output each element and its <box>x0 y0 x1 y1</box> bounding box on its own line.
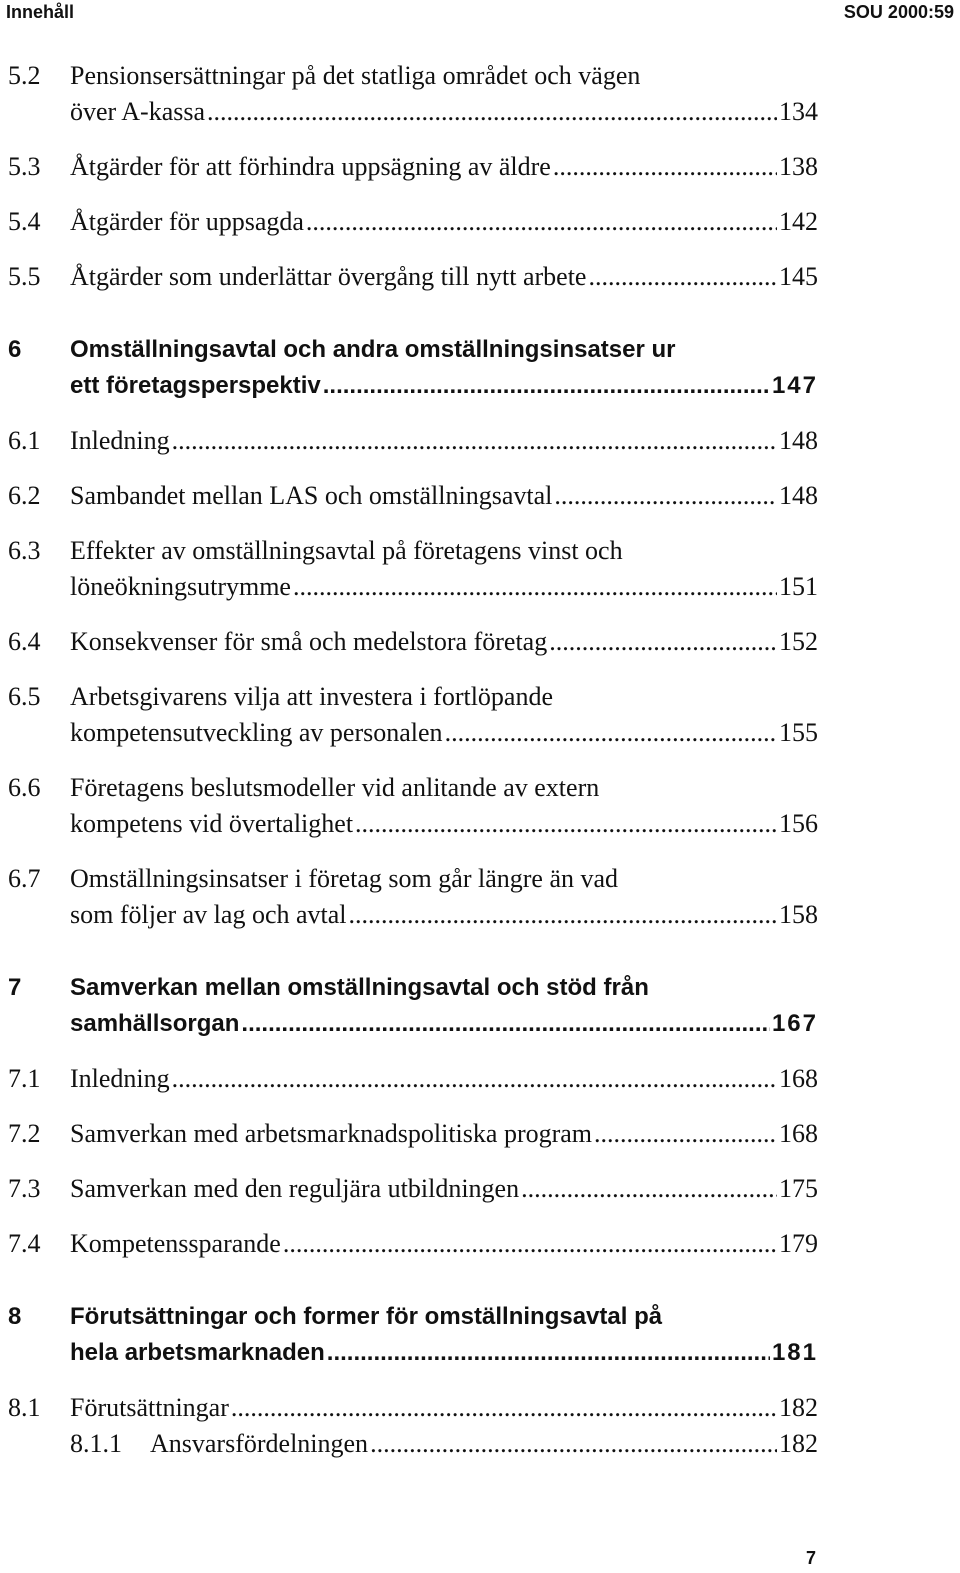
toc-leader-line <box>70 806 818 842</box>
toc-section-entry[interactable] <box>0 679 960 751</box>
toc-entry-title: Omställningsinsatser i företag som går längre än vad <box>70 864 619 893</box>
dot-leader <box>323 368 770 404</box>
toc-entry-number: 6.3 <box>8 536 41 565</box>
toc-page-number: 182 <box>777 1426 818 1462</box>
dot-leader <box>231 1390 777 1426</box>
entry-spacer <box>0 404 960 423</box>
toc-page-number: 152 <box>777 624 818 660</box>
toc-section-entry[interactable] <box>0 1116 960 1152</box>
toc-page-number: 142 <box>777 204 818 240</box>
toc-entry-line <box>0 806 960 842</box>
toc-section-entry[interactable] <box>0 533 960 605</box>
toc-entry-title: Kompetenssparande <box>70 1226 283 1262</box>
toc-entry-line <box>0 715 960 751</box>
toc-entry-line <box>0 94 960 130</box>
toc-entry-title: Arbetsgivarens vilja att investera i fortlöpande <box>70 682 554 711</box>
toc-entry-title: Samverkan med arbetsmarknadspolitiska program <box>70 1116 594 1152</box>
toc-leader-line <box>70 1226 818 1262</box>
toc-section-entry[interactable] <box>0 1061 960 1097</box>
dot-leader <box>521 1171 777 1207</box>
toc-section-entry[interactable] <box>0 1426 960 1462</box>
toc-entry-title: Sambandet mellan LAS och omställningsavtal <box>70 478 554 514</box>
toc-entry-title: kompetensutveckling av personalen <box>70 715 445 751</box>
entry-spacer <box>0 842 960 861</box>
toc-entry-title: som följer av lag och avtal <box>70 897 349 933</box>
toc-entry-number: 6.1 <box>8 426 41 455</box>
toc-entry-number: 5.5 <box>8 262 41 291</box>
toc-section-entry[interactable] <box>0 1171 960 1207</box>
toc-page-number: 134 <box>777 94 818 130</box>
entry-spacer <box>0 295 960 332</box>
toc-page-number: 155 <box>777 715 818 751</box>
toc-entry-line <box>0 770 960 806</box>
toc-page-number: 168 <box>777 1061 818 1097</box>
toc-entry-line <box>0 569 960 605</box>
toc-entry-line <box>0 332 960 368</box>
toc-entry-number: 5.4 <box>8 207 41 236</box>
toc-page-number: 158 <box>777 897 818 933</box>
toc-entry-title: kompetens vid övertalighet <box>70 806 355 842</box>
toc-entry-number: 7.2 <box>8 1119 41 1148</box>
toc-entry-line <box>0 970 960 1006</box>
entry-spacer <box>0 1042 960 1061</box>
dot-leader <box>349 897 777 933</box>
toc-entry-line <box>0 1335 960 1371</box>
toc-entry-number: 7.3 <box>8 1174 41 1203</box>
toc-entry-title: Omställningsavtal och andra omställningsinsatser ur <box>70 336 676 363</box>
toc-page-number: 147 <box>770 368 818 404</box>
toc-leader-line <box>70 204 818 240</box>
toc-entry-number: 7 <box>8 974 22 1001</box>
toc-leader-line <box>70 897 818 933</box>
toc-entry-title: Inledning <box>70 1061 172 1097</box>
dot-leader <box>549 624 777 660</box>
entry-spacer <box>0 1207 960 1226</box>
toc-entry-line <box>0 1171 960 1207</box>
toc-page-number: 148 <box>777 423 818 459</box>
toc-entry-title: ett företagsperspektiv <box>70 368 323 404</box>
toc-entry-title: Inledning <box>70 423 172 459</box>
toc-chapter-entry[interactable] <box>0 1299 960 1371</box>
toc-page-number: 138 <box>777 149 818 185</box>
toc-section-entry[interactable] <box>0 1390 960 1426</box>
toc-leader-line <box>70 1335 818 1371</box>
entry-spacer <box>0 1097 960 1116</box>
toc-entry-line <box>0 897 960 933</box>
toc-entry-line <box>0 1006 960 1042</box>
entry-spacer <box>0 1371 960 1390</box>
toc-chapter-entry[interactable] <box>0 332 960 404</box>
toc-entry-line <box>0 624 960 660</box>
toc-entry-line <box>0 1299 960 1335</box>
toc-leader-line <box>70 149 818 185</box>
toc-entry-title: Företagens beslutsmodeller vid anlitande av extern <box>70 773 600 802</box>
toc-leader-line <box>70 423 818 459</box>
toc-entry-title: Samverkan med den reguljära utbildningen <box>70 1171 521 1207</box>
toc-leader-line <box>70 1006 818 1042</box>
toc-section-entry[interactable] <box>0 149 960 185</box>
toc-entry-title: Förutsättningar <box>70 1390 231 1426</box>
toc-entry-line <box>0 204 960 240</box>
toc-leader-line <box>70 569 818 605</box>
toc-entry-number: 6.7 <box>8 864 41 893</box>
toc-entry-line <box>0 58 960 94</box>
toc-page-number: 181 <box>770 1335 818 1371</box>
dot-leader <box>327 1335 770 1371</box>
toc-entry-number: 6 <box>8 336 22 363</box>
table-of-contents <box>0 58 960 1462</box>
toc-entry-title: samhällsorgan <box>70 1006 241 1042</box>
toc-entry-line <box>0 259 960 295</box>
toc-entry-number: 8.1.1 <box>70 1429 122 1458</box>
toc-leader-line <box>70 94 818 130</box>
entry-spacer <box>0 514 960 533</box>
dot-leader <box>445 715 777 751</box>
entry-spacer <box>0 459 960 478</box>
toc-entry-line <box>0 478 960 514</box>
toc-leader-line <box>70 1061 818 1097</box>
toc-section-entry[interactable] <box>0 58 960 130</box>
page-number: 7 <box>805 1548 816 1568</box>
toc-leader-line <box>70 1171 818 1207</box>
toc-entry-title: hela arbetsmarknaden <box>70 1335 327 1371</box>
toc-entry-line <box>0 1226 960 1262</box>
toc-leader-line <box>70 624 818 660</box>
toc-leader-line <box>70 1116 818 1152</box>
toc-section-entry[interactable] <box>0 478 960 514</box>
toc-entry-line <box>0 423 960 459</box>
toc-leader-line <box>70 1390 818 1426</box>
toc-page-number: 175 <box>777 1171 818 1207</box>
toc-entry-number: 5.3 <box>8 152 41 181</box>
toc-page-number: 156 <box>777 806 818 842</box>
toc-entry-number: 5.2 <box>8 61 41 90</box>
toc-entry-number: 7.1 <box>8 1064 41 1093</box>
toc-leader-line <box>70 368 818 404</box>
toc-section-entry[interactable] <box>0 259 960 295</box>
toc-entry-title: Effekter av omställningsavtal på företagens vinst och <box>70 536 623 565</box>
toc-page-number: 148 <box>777 478 818 514</box>
toc-entry-title: Åtgärder för att förhindra uppsägning av äldre <box>70 149 553 185</box>
dot-leader <box>553 149 777 185</box>
toc-entry-number: 8.1 <box>8 1393 41 1422</box>
dot-leader <box>370 1426 777 1462</box>
toc-entry-title: Pensionsersättningar på det statliga området och vägen <box>70 61 641 90</box>
toc-entry-title: Samverkan mellan omställningsavtal och stöd från <box>70 974 649 1001</box>
toc-page-number: 145 <box>777 259 818 295</box>
toc-entry-number: 7.4 <box>8 1229 41 1258</box>
toc-entry-line <box>0 533 960 569</box>
toc-section-entry[interactable] <box>0 1226 960 1262</box>
toc-entry-line <box>0 149 960 185</box>
entry-spacer <box>0 240 960 259</box>
toc-entry-line <box>0 1426 960 1462</box>
toc-entry-line <box>0 1390 960 1426</box>
toc-chapter-entry[interactable] <box>0 970 960 1042</box>
dot-leader <box>283 1226 777 1262</box>
toc-entry-title: Åtgärder som underlättar övergång till nytt arbete <box>70 259 588 295</box>
toc-entry-line <box>0 679 960 715</box>
toc-entry-number: 8 <box>8 1303 22 1330</box>
toc-page-number: 168 <box>777 1116 818 1152</box>
toc-entry-number: 6.6 <box>8 773 41 802</box>
toc-entry-line <box>0 861 960 897</box>
page-header <box>0 0 960 24</box>
dot-leader <box>207 94 777 130</box>
entry-spacer <box>0 605 960 624</box>
toc-entry-title: Ansvarsfördelningen <box>150 1426 370 1462</box>
dot-leader <box>241 1006 770 1042</box>
toc-entry-title: Konsekvenser för små och medelstora företag <box>70 624 549 660</box>
dot-leader <box>594 1116 777 1152</box>
toc-leader-line <box>150 1426 818 1462</box>
dot-leader <box>588 259 777 295</box>
dot-leader <box>554 478 777 514</box>
toc-section-entry[interactable] <box>0 204 960 240</box>
header-section-title: Innehåll <box>6 2 75 22</box>
toc-leader-line <box>70 259 818 295</box>
toc-page-number: 167 <box>770 1006 818 1042</box>
dot-leader <box>293 569 777 605</box>
entry-spacer <box>0 751 960 770</box>
toc-section-entry[interactable] <box>0 423 960 459</box>
toc-entry-title: löneökningsutrymme <box>70 569 293 605</box>
entry-spacer <box>0 933 960 970</box>
dot-leader <box>306 204 777 240</box>
entry-spacer <box>0 1152 960 1171</box>
toc-section-entry[interactable] <box>0 770 960 842</box>
entry-spacer <box>0 130 960 149</box>
dot-leader <box>355 806 777 842</box>
toc-entry-number: 6.2 <box>8 481 41 510</box>
toc-entry-line <box>0 1116 960 1152</box>
toc-entry-title: över A-kassa <box>70 94 207 130</box>
dot-leader <box>172 423 777 459</box>
dot-leader <box>172 1061 777 1097</box>
toc-entry-title: Åtgärder för uppsagda <box>70 204 306 240</box>
header-report-id: SOU 2000:59 <box>843 2 954 22</box>
entry-spacer <box>0 1262 960 1299</box>
toc-entry-line <box>0 368 960 404</box>
toc-entry-number: 6.5 <box>8 682 41 711</box>
toc-leader-line <box>70 478 818 514</box>
toc-page-number: 179 <box>777 1226 818 1262</box>
toc-leader-line <box>70 715 818 751</box>
toc-entry-title: Förutsättningar och former för omställningsavtal på <box>70 1303 663 1330</box>
toc-page-number: 182 <box>777 1390 818 1426</box>
toc-section-entry[interactable] <box>0 624 960 660</box>
toc-entry-number: 6.4 <box>8 627 41 656</box>
entry-spacer <box>0 660 960 679</box>
entry-spacer <box>0 185 960 204</box>
toc-entry-line <box>0 1061 960 1097</box>
toc-section-entry[interactable] <box>0 861 960 933</box>
toc-page-number: 151 <box>777 569 818 605</box>
